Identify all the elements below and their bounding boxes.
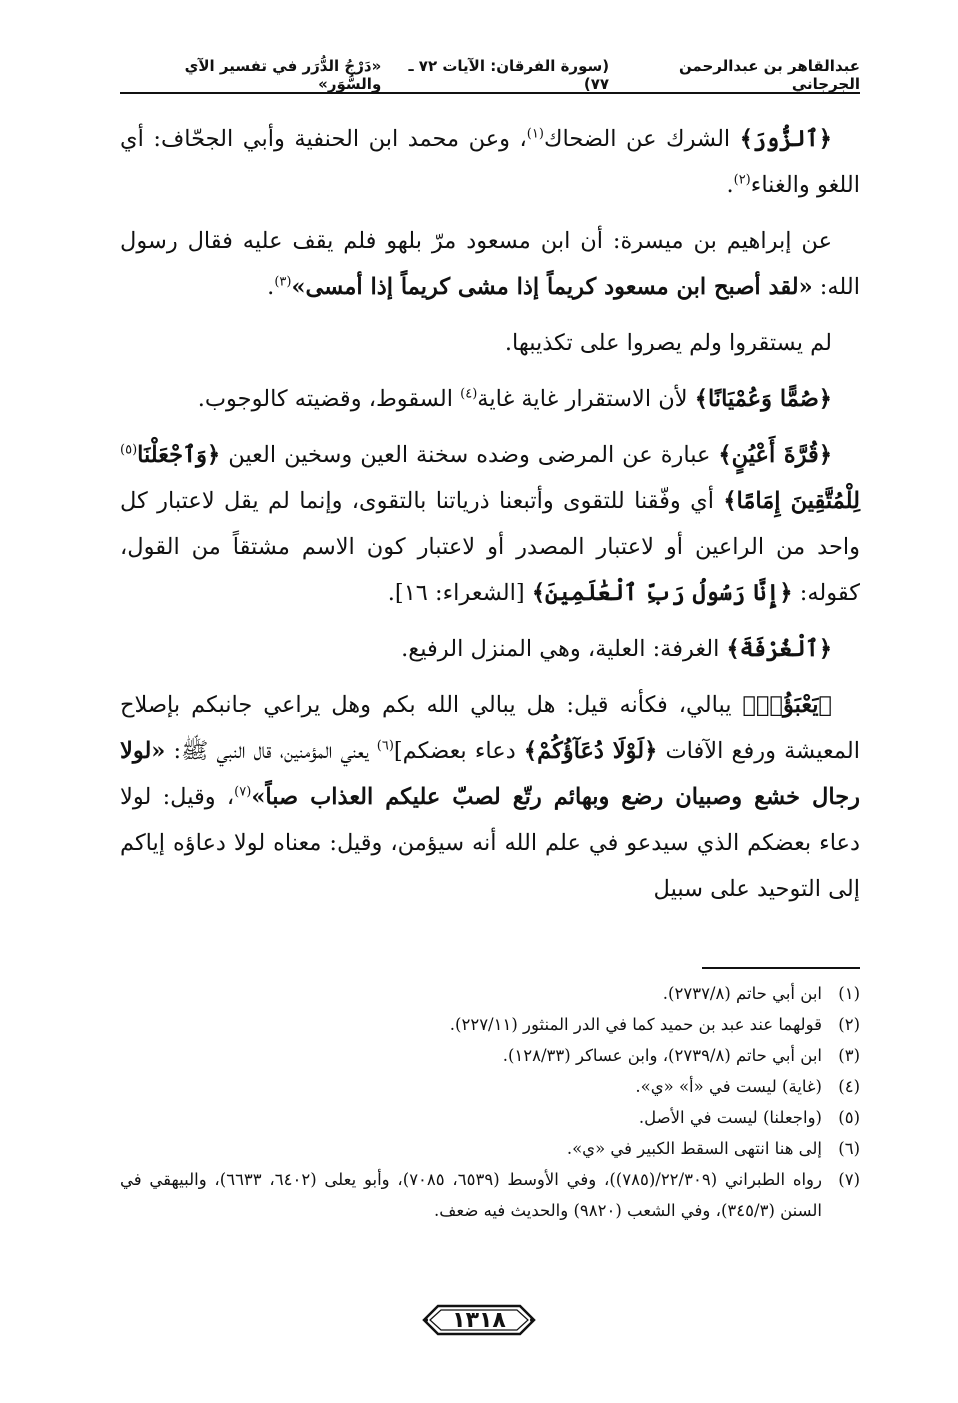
footnote-number: (٣) (838, 1046, 860, 1065)
footnote-ref[interactable]: (٤) (460, 386, 478, 402)
quran-quote: ﴿إِنَّا رَسُولُ رَبِّ ٱلْعَٰلَمِينَ﴾ (531, 580, 793, 606)
footnote-text: ابن أبي حاتم (٢٧٣٧/٨). (662, 984, 822, 1003)
page-number: ١٣١٨ (452, 1307, 506, 1333)
footnote-divider (702, 967, 860, 969)
header-author: عبدالقاهر بن عبدالرحمن الجرجاني (678, 57, 860, 93)
quran-quote: ﴿يَعْبَؤُا۟﴾ (742, 692, 832, 718)
paragraph-6 (120, 626, 860, 672)
header-divider (120, 92, 860, 94)
footnote-item (120, 1164, 860, 1226)
text: أي وفّقنا للتقوى وأتبعنا ذرياتنا بالتقوى، وإنما لم يقل لاعتبار كل واحد من الراعين أو لاعتبار المصدر أو لاعتبار كون الاسم مشتقاً من القول، كقوله: (120, 488, 860, 606)
text: يعني المؤمنين، قال النبي ﷺ: (165, 738, 377, 764)
footnote-item (120, 978, 860, 1009)
quran-quote: ﴿لَوْلَا دُعَآؤُكُمْ﴾ (523, 738, 658, 764)
hadith-quote: «لولا رجال خشع وصبيان رضع وبهائم رتّع لصبّ عليكم العذاب صباً» (120, 738, 860, 810)
paragraph-3 (120, 320, 860, 366)
footnote-text: قولهما عند عبد بن حميد كما في الدر المنثور (٢٢٧/١١). (449, 1015, 822, 1034)
footnote-number: (٦) (838, 1139, 860, 1158)
footnote-ref[interactable]: (١) (526, 126, 544, 142)
quran-quote: ﴿قُرَّةَ أَعْيُنٍ﴾ (718, 442, 832, 468)
quran-quote: ﴿ٱلْغُرْفَةَ﴾ (726, 636, 832, 662)
footnotes (120, 978, 860, 1226)
footnote-text: (واجعلنا) ليست في الأصل. (638, 1108, 822, 1127)
text: ، وقيل: لولا دعاء بعضكم الذي سيدعو في علم الله أنه سيؤمن، وقيل: معناه لولا دعاؤه إياكم إلى التوحيد على سبيل (120, 784, 860, 902)
footnote-ref[interactable]: (٢) (733, 172, 751, 188)
footnote-number: (٧) (838, 1170, 860, 1189)
footnote-text: ابن أبي حاتم (٢٧٣٩/٨)، وابن عساكر (١٢٨/٣٣). (502, 1046, 822, 1065)
header-book-title: «دَرْجُ الدُّرَر في تفسير الآي والسُّوَر» (184, 57, 382, 93)
quran-quote: ﴿صُمًّا وَعُمْيَانًا﴾ (694, 386, 832, 412)
quran-quote: لِلْمُتَّقِينَ إِمَامًا﴾ (723, 488, 860, 514)
footnote-number: (٥) (838, 1108, 860, 1127)
paragraph-4 (120, 376, 860, 422)
footnote-item (120, 1040, 860, 1071)
footnote-text: (غاية) ليست في «أ» «ي». (635, 1077, 822, 1096)
footnote-number: (١) (838, 984, 860, 1003)
footnote-item (120, 1071, 860, 1102)
footnote-number: (٢) (838, 1015, 860, 1034)
text: . (726, 172, 734, 198)
paragraph-2 (120, 218, 860, 310)
text: الشرك عن الضحاك (543, 126, 740, 152)
text: السقوط، وقضيته كالوجوب. (197, 386, 461, 412)
page (120, 0, 860, 1403)
text: لم يستقروا ولم يصروا على تكذيبها. (504, 330, 832, 356)
text: [الشعراء: ١٦]. (387, 580, 532, 606)
text: الغرفة: العلية، وهي المنزل الرفيع. (401, 636, 727, 662)
footnote-text: إلى هنا انتهى السقط الكبير في «ي». (566, 1139, 822, 1158)
footnote-text: رواه الطبراني (٢٢/٣٠٩/(٧٨٥))، وفي الأوسط (٦٥٣٩، ٧٠٨٥)، وأبو يعلى (٦٤٠٢، ٦٦٣٣)، والبيهقي في السنن (٣٤٥/٣)، وفي الشعب (٩٨٢٠) والحديث فيه ضعف. (120, 1170, 822, 1220)
footnote-ref[interactable]: (٣) (274, 274, 292, 290)
main-text (120, 116, 860, 922)
quran-quote: ﴿ٱلزُّورَ﴾ (739, 126, 832, 152)
text: دعاء بعضكم] (393, 738, 524, 764)
text: ، وعن محمد ابن الحنفية وأبي الجحّاف: أي اللغو والغناء (120, 126, 860, 198)
footnote-ref[interactable]: (٧) (234, 784, 252, 800)
footnote-item (120, 1102, 860, 1133)
footnote-ref[interactable]: (٥) (120, 442, 138, 458)
text: لأن الاستقرار غاية غاية (477, 386, 695, 412)
footnote-item (120, 1133, 860, 1164)
paragraph-1 (120, 116, 860, 208)
header-surah: (سورة الفرقان: الآيات ٧٢ ـ ٧٧) (408, 57, 610, 93)
page-number-ornament (420, 1300, 538, 1340)
text: عبارة عن المرضى وضده سخنة العين وسخين العين (220, 442, 719, 468)
paragraph-5 (120, 432, 860, 616)
footnote-item (120, 1009, 860, 1040)
text: عن إبراهيم بن ميسرة: أن ابن مسعود مرّ بلهو فلم يقف عليه فقال رسول الله: (120, 228, 860, 300)
text: يبالي، فكأنه قيل: هل يبالي الله بكم وهل يراعي جانبكم بإصلاح المعيشة ورفع الآفات (120, 692, 860, 764)
footnote-number: (٤) (838, 1077, 860, 1096)
footnote-ref[interactable]: (٦) (376, 738, 394, 754)
quran-quote: ﴿وَٱجْعَلْنَا (137, 442, 221, 468)
text: . (267, 274, 275, 300)
paragraph-7 (120, 682, 860, 912)
hadith-quote: «لقد أصبح ابن مسعود كريماً إذا مشى كريماً إذا أمسى» (291, 274, 813, 300)
running-header (120, 57, 860, 93)
